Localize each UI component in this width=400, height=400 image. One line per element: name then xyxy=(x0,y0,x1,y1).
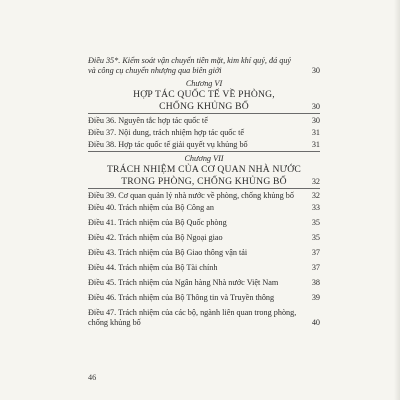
toc-entry-text: Điều 38. Hợp tác quốc tế giải quyết vụ khủng bố xyxy=(88,140,248,149)
chapter-6-title-row xyxy=(88,101,320,113)
toc-entry-text: Điều 40. Trách nhiệm của Bộ Công an xyxy=(88,203,214,212)
toc-entry-text: Điều 44. Trách nhiệm của Bộ Tài chính xyxy=(88,263,218,272)
toc-entry-page: 40 xyxy=(311,318,320,327)
chapter-7-title-line-1: TRÁCH NHIỆM CỦA CƠ QUAN NHÀ NƯỚC xyxy=(107,164,301,175)
toc-entry-text: Điều 42. Trách nhiệm của Bộ Ngoại giao xyxy=(88,233,223,242)
toc-entry-dieu-45 xyxy=(88,278,320,288)
toc-entry-text: Điều 35*. Kiểm soát vận chuyển tiền mặt, kim khí quý, đá quý và công cụ chuyển nhượng qua biên giới xyxy=(88,56,292,75)
toc-entry-page: 38 xyxy=(311,278,320,287)
toc-entry-dieu-38 xyxy=(88,140,320,150)
toc-entry-text: Điều 47. Trách nhiệm của các bộ, ngành liên quan trong phòng, chống khủng bố xyxy=(88,308,297,327)
toc-entry-page: 32 xyxy=(311,191,320,200)
toc-entry-page: 37 xyxy=(311,263,320,272)
divider xyxy=(88,151,320,152)
divider xyxy=(88,113,320,114)
toc-entry-dieu-42 xyxy=(88,233,320,243)
chapter-7-label: Chương VII xyxy=(184,154,224,163)
chapter-6-title-line-1: HỢP TÁC QUỐC TẾ VỀ PHÒNG, xyxy=(133,89,275,100)
toc-entry-dieu-39 xyxy=(88,191,320,201)
toc-entry-page: 33 xyxy=(311,203,320,212)
toc-entry-dieu-36 xyxy=(88,116,320,126)
toc-entry-text: Điều 46. Trách nhiệm của Bộ Thông tin và Truyền thông xyxy=(88,293,275,302)
toc-entry-text: Điều 45. Trách nhiệm của Ngân hàng Nhà nước Việt Nam xyxy=(88,278,279,287)
toc-entry-text: Điều 41. Trách nhiệm của Bộ Quốc phòng xyxy=(88,218,227,227)
toc-entry-page: 30 xyxy=(311,116,320,125)
toc-entry-page: 37 xyxy=(311,248,320,257)
chapter-7-title-row xyxy=(88,176,320,188)
toc-entry-text: Điều 36. Nguyên tắc hợp tác quốc tế xyxy=(88,116,208,125)
toc-entry-page: 35 xyxy=(311,218,320,227)
toc-entry-dieu-46 xyxy=(88,293,320,303)
toc-entry-dieu-43 xyxy=(88,248,320,258)
chapter-6-title-line-2: CHỐNG KHỦNG BỐ xyxy=(159,100,249,112)
toc-entry-page: 31 xyxy=(311,128,320,137)
table-of-contents xyxy=(88,56,320,328)
toc-entry-dieu-35 xyxy=(88,56,320,76)
chapter-6-label: Chương VI xyxy=(185,79,223,88)
toc-entry-dieu-37 xyxy=(88,128,320,138)
toc-entry-dieu-47 xyxy=(88,308,320,328)
chapter-7-page: 32 xyxy=(311,177,320,186)
chapter-7-title-line-2: TRONG PHÒNG, CHỐNG KHỦNG BỐ xyxy=(121,175,287,187)
page-edge-shadow xyxy=(394,0,400,400)
chapter-6-page: 30 xyxy=(311,102,320,111)
toc-entry-page: 31 xyxy=(311,140,320,149)
toc-entry-page: 39 xyxy=(311,293,320,302)
page-number: 46 xyxy=(88,373,97,382)
toc-entry-page: 30 xyxy=(311,66,320,75)
divider xyxy=(88,188,320,189)
toc-entry-text: Điều 43. Trách nhiệm của Bộ Giao thông vận tải xyxy=(88,248,248,257)
toc-entry-page: 35 xyxy=(311,233,320,242)
toc-entry-dieu-41 xyxy=(88,218,320,228)
toc-entry-text: Điều 39. Cơ quan quản lý nhà nước về phòng, chống khủng bố xyxy=(88,191,294,200)
toc-entry-text: Điều 37. Nội dung, trách nhiệm hợp tác quốc tế xyxy=(88,128,244,137)
toc-entry-dieu-40 xyxy=(88,203,320,213)
toc-entry-dieu-44 xyxy=(88,263,320,273)
